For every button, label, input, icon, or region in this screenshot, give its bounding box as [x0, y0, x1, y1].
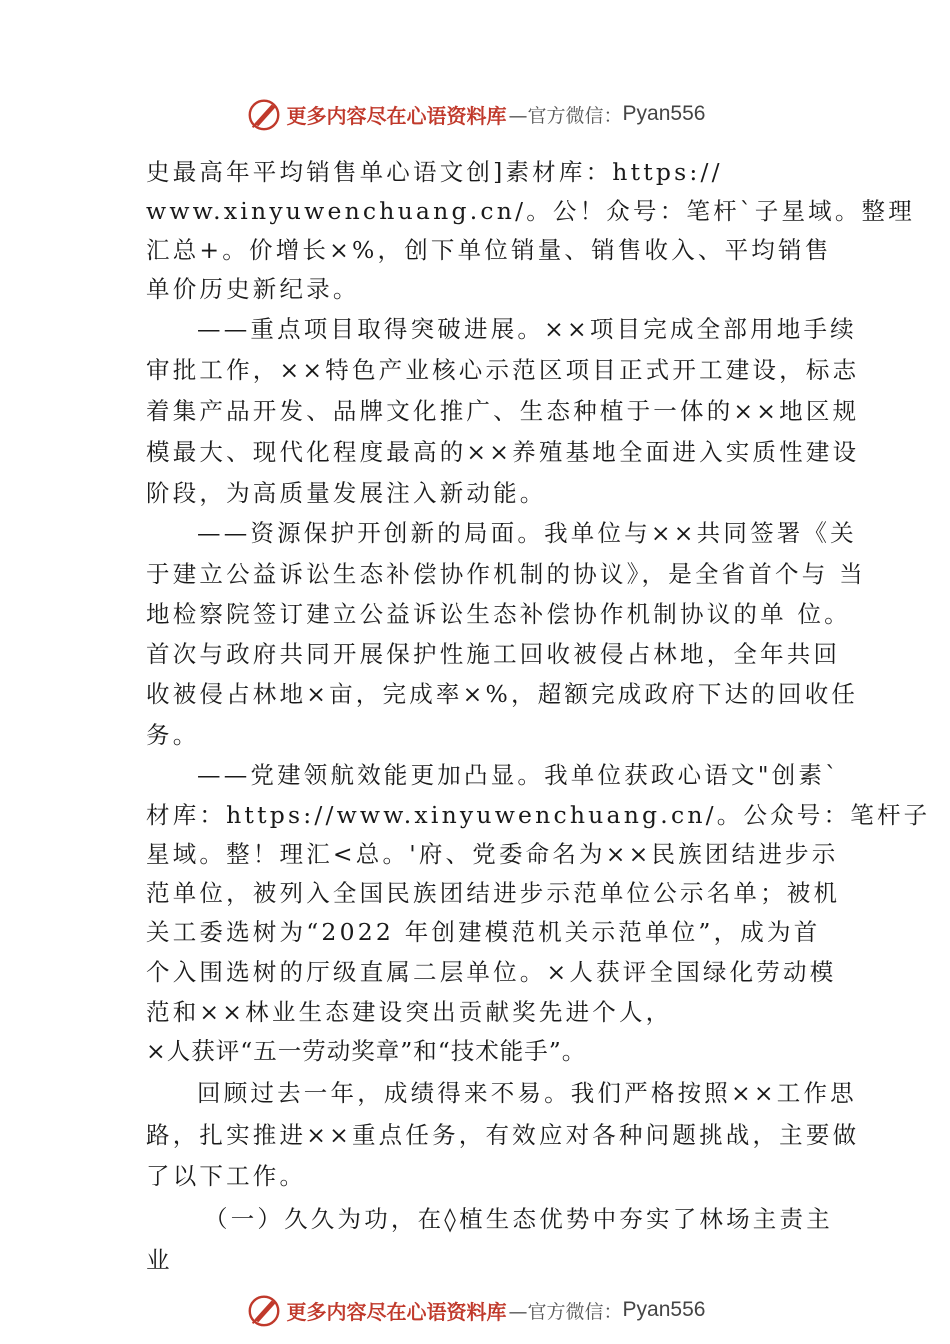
- text-line: 史最高年平均销售单心语文创]素材库：https://: [146, 158, 723, 186]
- wechat-id: Pyan556: [622, 102, 706, 125]
- text-line: 首次与政府共同开展保护性施工回收被侵占林地，全年共回: [146, 640, 841, 668]
- text-line: 于建立公益诉讼生态补偿协作机制的协议》，是全省首个与 当: [146, 560, 866, 588]
- pen-circle-icon: [245, 1291, 283, 1329]
- text-line: 材库：https://www.xinyuwenchuang.cn/。公众号：笔杆子: [146, 801, 931, 829]
- text-line: 业: [146, 1246, 173, 1274]
- footer-banner: [0, 1290, 950, 1330]
- text-line: 审批工作，××特色产业核心示范区项目正式开工建设，标志: [146, 356, 860, 384]
- text-line: ——重点项目取得突破进展。××项目完成全部用地手续: [197, 315, 857, 343]
- banner-label: —官方微信：: [508, 104, 623, 127]
- section-heading: （一）久久为功，在◊植生态优势中夯实了林场主责主: [204, 1205, 833, 1233]
- text-line: www.xinyuwenchuang.cn/。公！众号：笔杆`子星域。整理: [146, 197, 915, 225]
- text-line: 收被侵占林地×亩，完成率×%，超额完成政府下达的回收任: [146, 680, 859, 708]
- text-line: 阶段，为高质量发展注入新动能。: [146, 479, 547, 507]
- text-line: 模最大、现代化程度最高的××养殖基地全面进入实质性建设: [146, 438, 860, 466]
- text-line: 了以下工作。: [146, 1162, 307, 1190]
- text-line: 范单位，被列入全国民族团结进步示范单位公示名单；被机: [146, 879, 841, 907]
- banner-label: —官方微信：: [508, 1300, 623, 1323]
- text-line: 着集产品开发、品牌文化推广、生态种植于一体的××地区规: [146, 397, 860, 425]
- text-line: ×人获评“五一劳动奖章”和“技术能手”。: [146, 1037, 587, 1065]
- text-line: 关工委选树为“2022 年创建模范机关示范单位”，成为首: [146, 918, 821, 946]
- text-line: 单价历史新纪录。: [146, 275, 360, 303]
- text-line: 务。: [146, 721, 200, 749]
- text-line: 个入围选树的厅级直属二层单位。×人获评全国绿化劳动模: [146, 958, 837, 986]
- text-line: 路，扎实推进××重点任务，有效应对各种问题挑战，主要做: [146, 1121, 860, 1149]
- banner-title: 更多内容尽在心语资料库: [286, 103, 507, 128]
- wechat-id: Pyan556: [622, 1298, 706, 1321]
- text-line: 范和××林业生态建设突出贡献奖先进个人，: [146, 998, 673, 1026]
- text-line: ——资源保护开创新的局面。我单位与××共同签署《关: [197, 519, 857, 547]
- text-line: 星域。整！理汇<总。'府、党委命名为××民族团结进步示: [146, 840, 839, 868]
- text-line: 回顾过去一年，成绩得来不易。我们严格按照××工作思: [197, 1079, 857, 1107]
- text-line: 汇总+。价增长×%，创下单位销量、销售收入、平均销售: [146, 236, 832, 264]
- banner-title: 更多内容尽在心语资料库: [286, 1299, 507, 1324]
- text-line: ——党建领航效能更加凸显。我单位获政心语文"创素`: [197, 761, 841, 789]
- text-line: 地检察院签订建立公益诉讼生态补偿协作机制协议的单 位。: [146, 600, 851, 628]
